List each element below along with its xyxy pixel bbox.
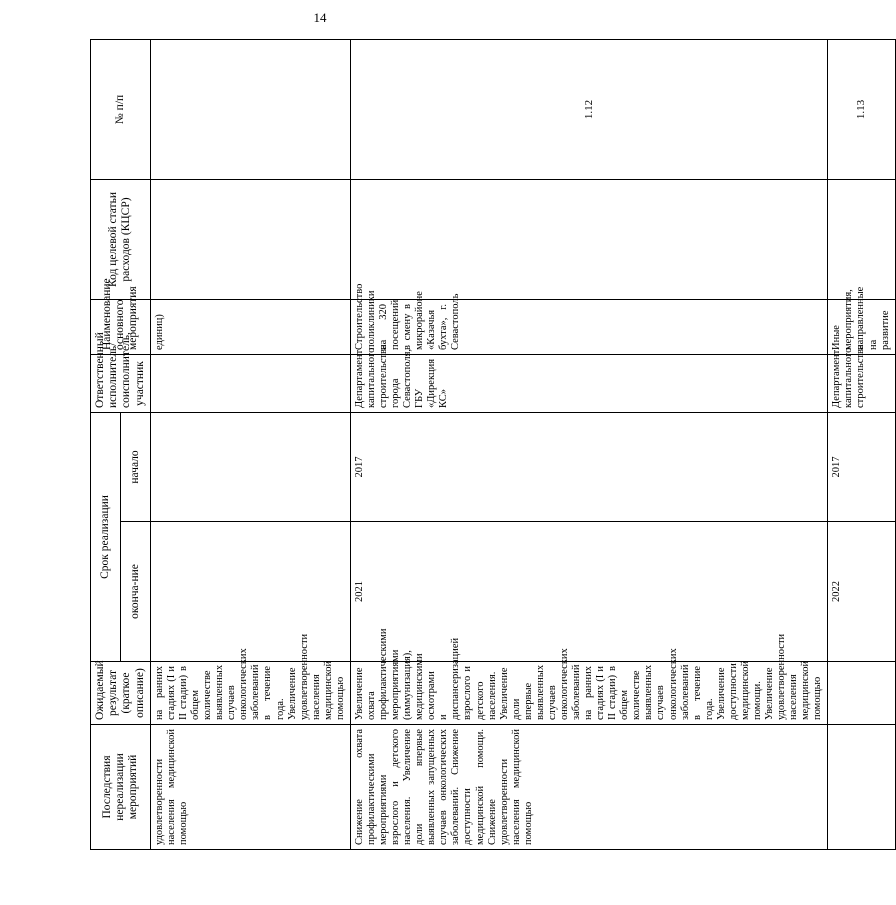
cell-result: Увеличение охвата профилактическими мероприятиями (иммунизация), медицинскими осмотрами и диспансеризацией взрослого и детского населения. Увеличение доли впервые выявленных случаев онкологических заболеваний на ранних стадиях (I и II стадии) в общем количестве выявленных случаев онкологических заболеваний в течение года. Увеличение доступности медицинской помощи. Увеличение удовлетворенности населения медицинской помощью [350,662,827,725]
cell-no: 1.13 [828,40,895,180]
cell-consequences: удовлетворенности населения медицинской помощью [150,725,350,850]
cell-end: 2022 [828,522,895,662]
cell-name: единиц) [150,300,350,355]
cell-kcsr [150,180,350,300]
header-result: Ожидаемый результат (краткое описание) [91,662,151,725]
header-name: Наименование основного мероприятия [91,300,151,355]
header-kcsr: Код целевой статьи расходов (КЦСР) [91,180,151,300]
header-responsible: Ответственный исполнитель/ соисполнитель, участник [91,355,151,413]
cell-responsible: Департамент капитального строительства [828,355,895,413]
cell-kcsr [828,180,895,300]
header-consequences: Последствия нереализации мероприятий [91,725,151,850]
header-period: Срок реализации [91,413,121,662]
header-no: № п/п [91,40,151,180]
cell-start: 2017 [350,413,827,522]
table-row [350,40,827,850]
cell-start: 2017 [828,413,895,522]
cell-end: 2021 [350,522,827,662]
header-row [91,40,121,850]
table-row [150,40,350,850]
header-start: начало [120,413,150,522]
cell-name: Строительство поликлиники на 320 посещений в смену в микрорайоне «Казачья бухта», г. Севастополь [350,300,827,355]
cell-result [828,662,895,725]
header-end: оконча-ние [120,522,150,662]
cell-kcsr [350,180,827,300]
rotated-table-container [90,40,891,850]
cell-consequences: Снижение охвата профилактическими мероприятиями взрослого и детского населения. Увеличение доли впервые выявленных запущенных случаев онкологических заболеваний. Снижение доступности медицинской помощи. Снижение удовлетворенности населения медицинской помощью [350,725,827,850]
cell-end [150,522,350,662]
cell-no [150,40,350,180]
cell-name: Иные мероприятия, направленные на развитие [828,300,895,355]
cell-responsible: Департамент капитального строительства города Севастополя, ГБУ «Дирекция КС» [350,355,827,413]
cell-result: на ранних стадиях (I и II стадии) в общем количестве выявленных случаев онкологических заболеваний в течение года. Увеличение удовлетворенности населения медицинской помощью [150,662,350,725]
cell-consequences [828,725,895,850]
cell-responsible [150,355,350,413]
program-measures-table [90,39,896,850]
cell-no: 1.12 [350,40,827,180]
cell-start [150,413,350,522]
page-number: 14 [313,10,327,25]
table-row [828,40,895,850]
